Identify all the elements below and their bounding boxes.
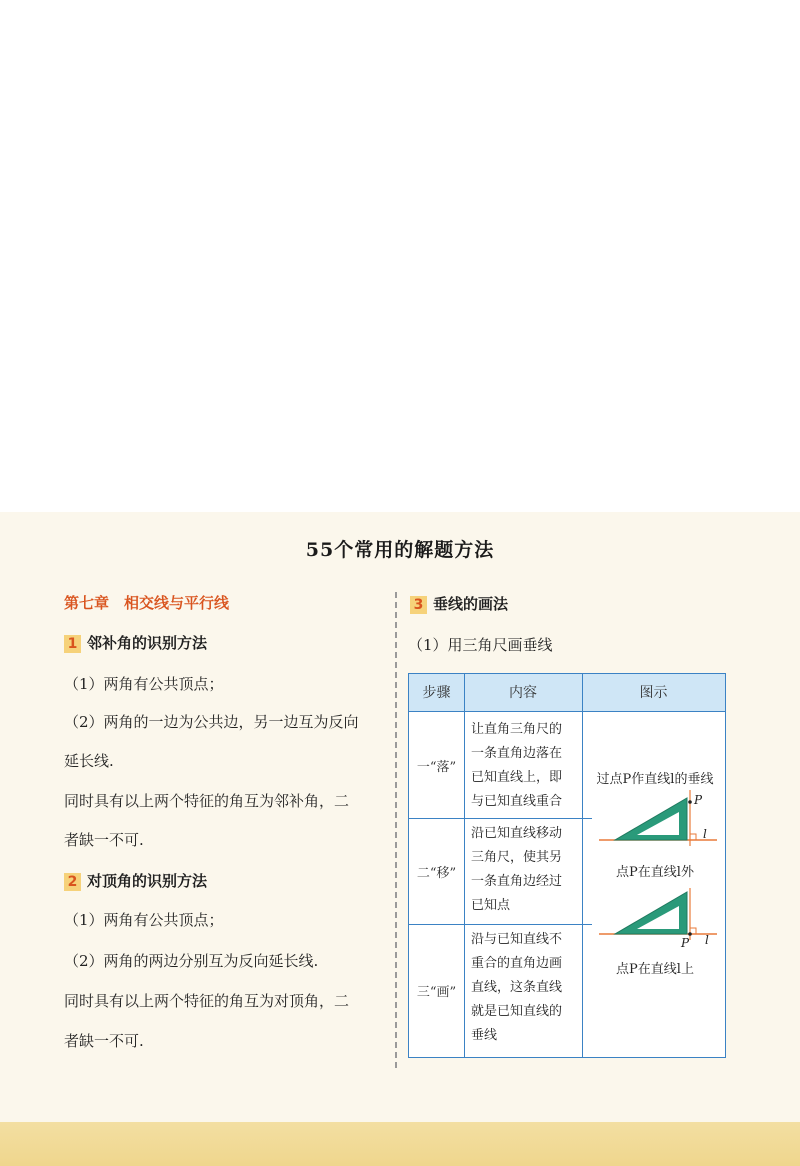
table-row-step: 三“画” <box>416 985 457 1000</box>
table-row-content <box>471 822 585 918</box>
footer-band <box>0 1122 800 1166</box>
figure-caption-2: 点P在直线l上 <box>616 962 694 977</box>
text-line: 者缺一不可. <box>64 831 144 849</box>
content-line: 沿与已知直线不 <box>471 932 563 947</box>
content-line: 已知点 <box>471 898 511 913</box>
section-title: 垂线的画法 <box>433 595 509 613</box>
content-line: 垂线 <box>471 1028 498 1043</box>
section-number: 2 <box>64 873 81 891</box>
content-line: 重合的直角边画 <box>471 956 563 971</box>
section-title: 对顶角的识别方法 <box>87 872 208 890</box>
section-heading-3 <box>410 593 508 614</box>
section-heading-2 <box>64 870 207 891</box>
text-line: 延长线. <box>64 752 114 770</box>
table-row-step: 二“移” <box>416 865 457 881</box>
table-header-step: 步骤 <box>409 674 464 712</box>
figure-caption-1: 点P在直线l外 <box>616 865 694 880</box>
text-line: （2）两角的一边为公共边，另一边互为反向 <box>64 713 359 731</box>
table-header-content: 内容 <box>464 674 582 712</box>
label-p: P <box>681 936 690 948</box>
section-heading-1 <box>64 632 207 653</box>
text-line: （2）两角的两边分别互为反向延长线. <box>64 952 319 970</box>
table-row-step: 一“落” <box>416 759 457 775</box>
triangle-ruler-diagram-2 <box>599 888 717 948</box>
right-angle-mark <box>690 834 696 840</box>
table-header-figure: 图示 <box>582 674 725 712</box>
column-divider <box>395 592 397 1068</box>
text-line: 同时具有以上两个特征的角互为对顶角，二 <box>64 992 350 1010</box>
subheading: （1）用三角尺画垂线 <box>408 636 553 654</box>
content-line: 已知直线上，即 <box>471 770 563 785</box>
label-l: l <box>705 933 709 947</box>
content-line: 与已知直线重合 <box>471 794 563 809</box>
content-line: 直线，这条直线 <box>471 980 563 995</box>
label-p: P <box>694 793 703 807</box>
text-line: （1）两角有公共顶点； <box>64 911 224 929</box>
content-line: 三角尺，使其另 <box>471 850 563 865</box>
section-number: 3 <box>410 596 427 614</box>
label-l: l <box>703 827 707 841</box>
content-line: 让直角三角尺的 <box>471 722 563 737</box>
text-line: （1）两角有公共顶点； <box>64 675 224 693</box>
content-line: 沿已知直线移动 <box>471 826 563 841</box>
content-line: 一条直角边经过 <box>471 874 563 889</box>
content-line: 就是已知直线的 <box>471 1004 563 1019</box>
text-line: 同时具有以上两个特征的角互为邻补角，二 <box>64 792 350 810</box>
method-table <box>408 673 726 1058</box>
point-p <box>688 800 692 804</box>
text-line: 者缺一不可. <box>64 1032 144 1050</box>
page-title: 55个常用的解题方法 <box>305 539 495 561</box>
table-row-content <box>471 718 585 814</box>
section-number: 1 <box>64 635 81 653</box>
table-divider <box>464 674 465 1057</box>
table-row-content <box>471 928 585 1048</box>
triangle-ruler-diagram-1 <box>599 790 717 852</box>
chapter-heading: 第七章 相交线与平行线 <box>64 594 230 612</box>
section-title: 邻补角的识别方法 <box>87 634 208 652</box>
content-line: 一条直角边落在 <box>471 746 563 761</box>
figure-caption-top: 过点P作直线l的垂线 <box>596 772 714 787</box>
